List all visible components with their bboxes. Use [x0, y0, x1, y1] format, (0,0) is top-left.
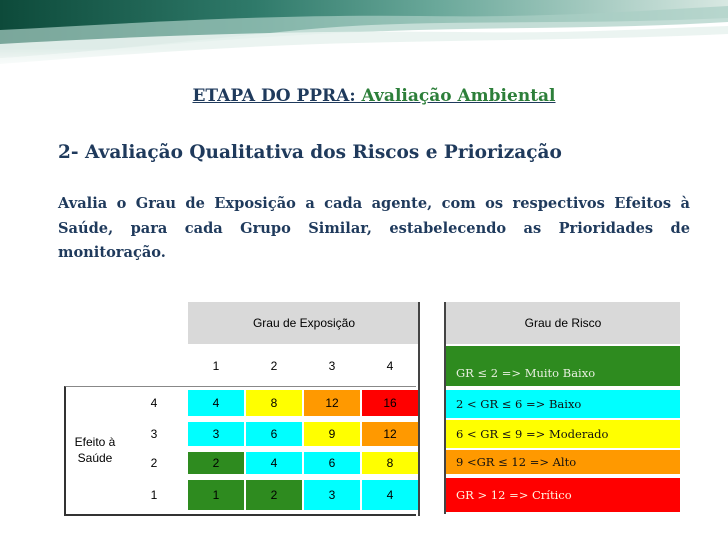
risk-cell: 2	[188, 452, 244, 474]
legend-item: 6 < GR ≤ 9 => Moderado	[446, 420, 680, 448]
header-banner	[0, 0, 728, 72]
exposure-level-label: 4	[386, 359, 394, 373]
effect-level-label: 4	[150, 396, 158, 410]
exposure-header: Grau de Exposição	[188, 302, 420, 344]
risk-cell: 4	[188, 390, 244, 416]
risk-cell: 16	[362, 390, 418, 416]
title-prefix: ETAPA DO PPRA:	[192, 86, 362, 106]
risk-cell: 8	[246, 390, 302, 416]
risk-cell: 9	[304, 422, 360, 446]
exposure-level-label: 2	[270, 359, 278, 373]
risk-cell: 4	[362, 480, 418, 510]
legend-item: 2 < GR ≤ 6 => Baixo	[446, 390, 680, 418]
legend-item: GR ≤ 2 => Muito Baixo	[446, 346, 680, 386]
risk-cell: 8	[362, 452, 418, 474]
title-accent: Avaliação Ambiental	[361, 86, 556, 106]
risk-cell: 3	[188, 422, 244, 446]
effect-level-label: 1	[150, 488, 158, 502]
effect-level-label: 2	[150, 456, 158, 470]
legend-header: Grau de Risco	[446, 302, 680, 344]
risk-cell: 3	[304, 480, 360, 510]
page-title	[0, 86, 728, 106]
risk-cell: 6	[246, 422, 302, 446]
section-heading: 2- Avaliação Qualitativa dos Riscos e Priorização	[58, 142, 562, 163]
exposure-level-label: 1	[212, 359, 220, 373]
description-paragraph: Avalia o Grau de Exposição a cada agente, com os respectivos Efeitos à Saúde, para cada Grupo Similar, estabelecendo as Prioridades de monitoração.	[58, 195, 690, 261]
risk-cell: 6	[304, 452, 360, 474]
legend-item: GR > 12 => Crítico	[446, 478, 680, 512]
exposure-level-label: 3	[328, 359, 336, 373]
legend-border	[444, 302, 446, 514]
risk-legend	[446, 302, 680, 514]
legend-item: 9 <GR ≤ 12 => Alto	[446, 450, 680, 474]
effect-level-label: 3	[150, 427, 158, 441]
risk-cell: 2	[246, 480, 302, 510]
risk-cell: 4	[246, 452, 302, 474]
risk-cell: 12	[362, 422, 418, 446]
risk-cell: 12	[304, 390, 360, 416]
matrix-right-border	[418, 302, 420, 516]
risk-cell: 1	[188, 480, 244, 510]
effect-axis-label: Efeito à Saúde	[74, 435, 116, 465]
